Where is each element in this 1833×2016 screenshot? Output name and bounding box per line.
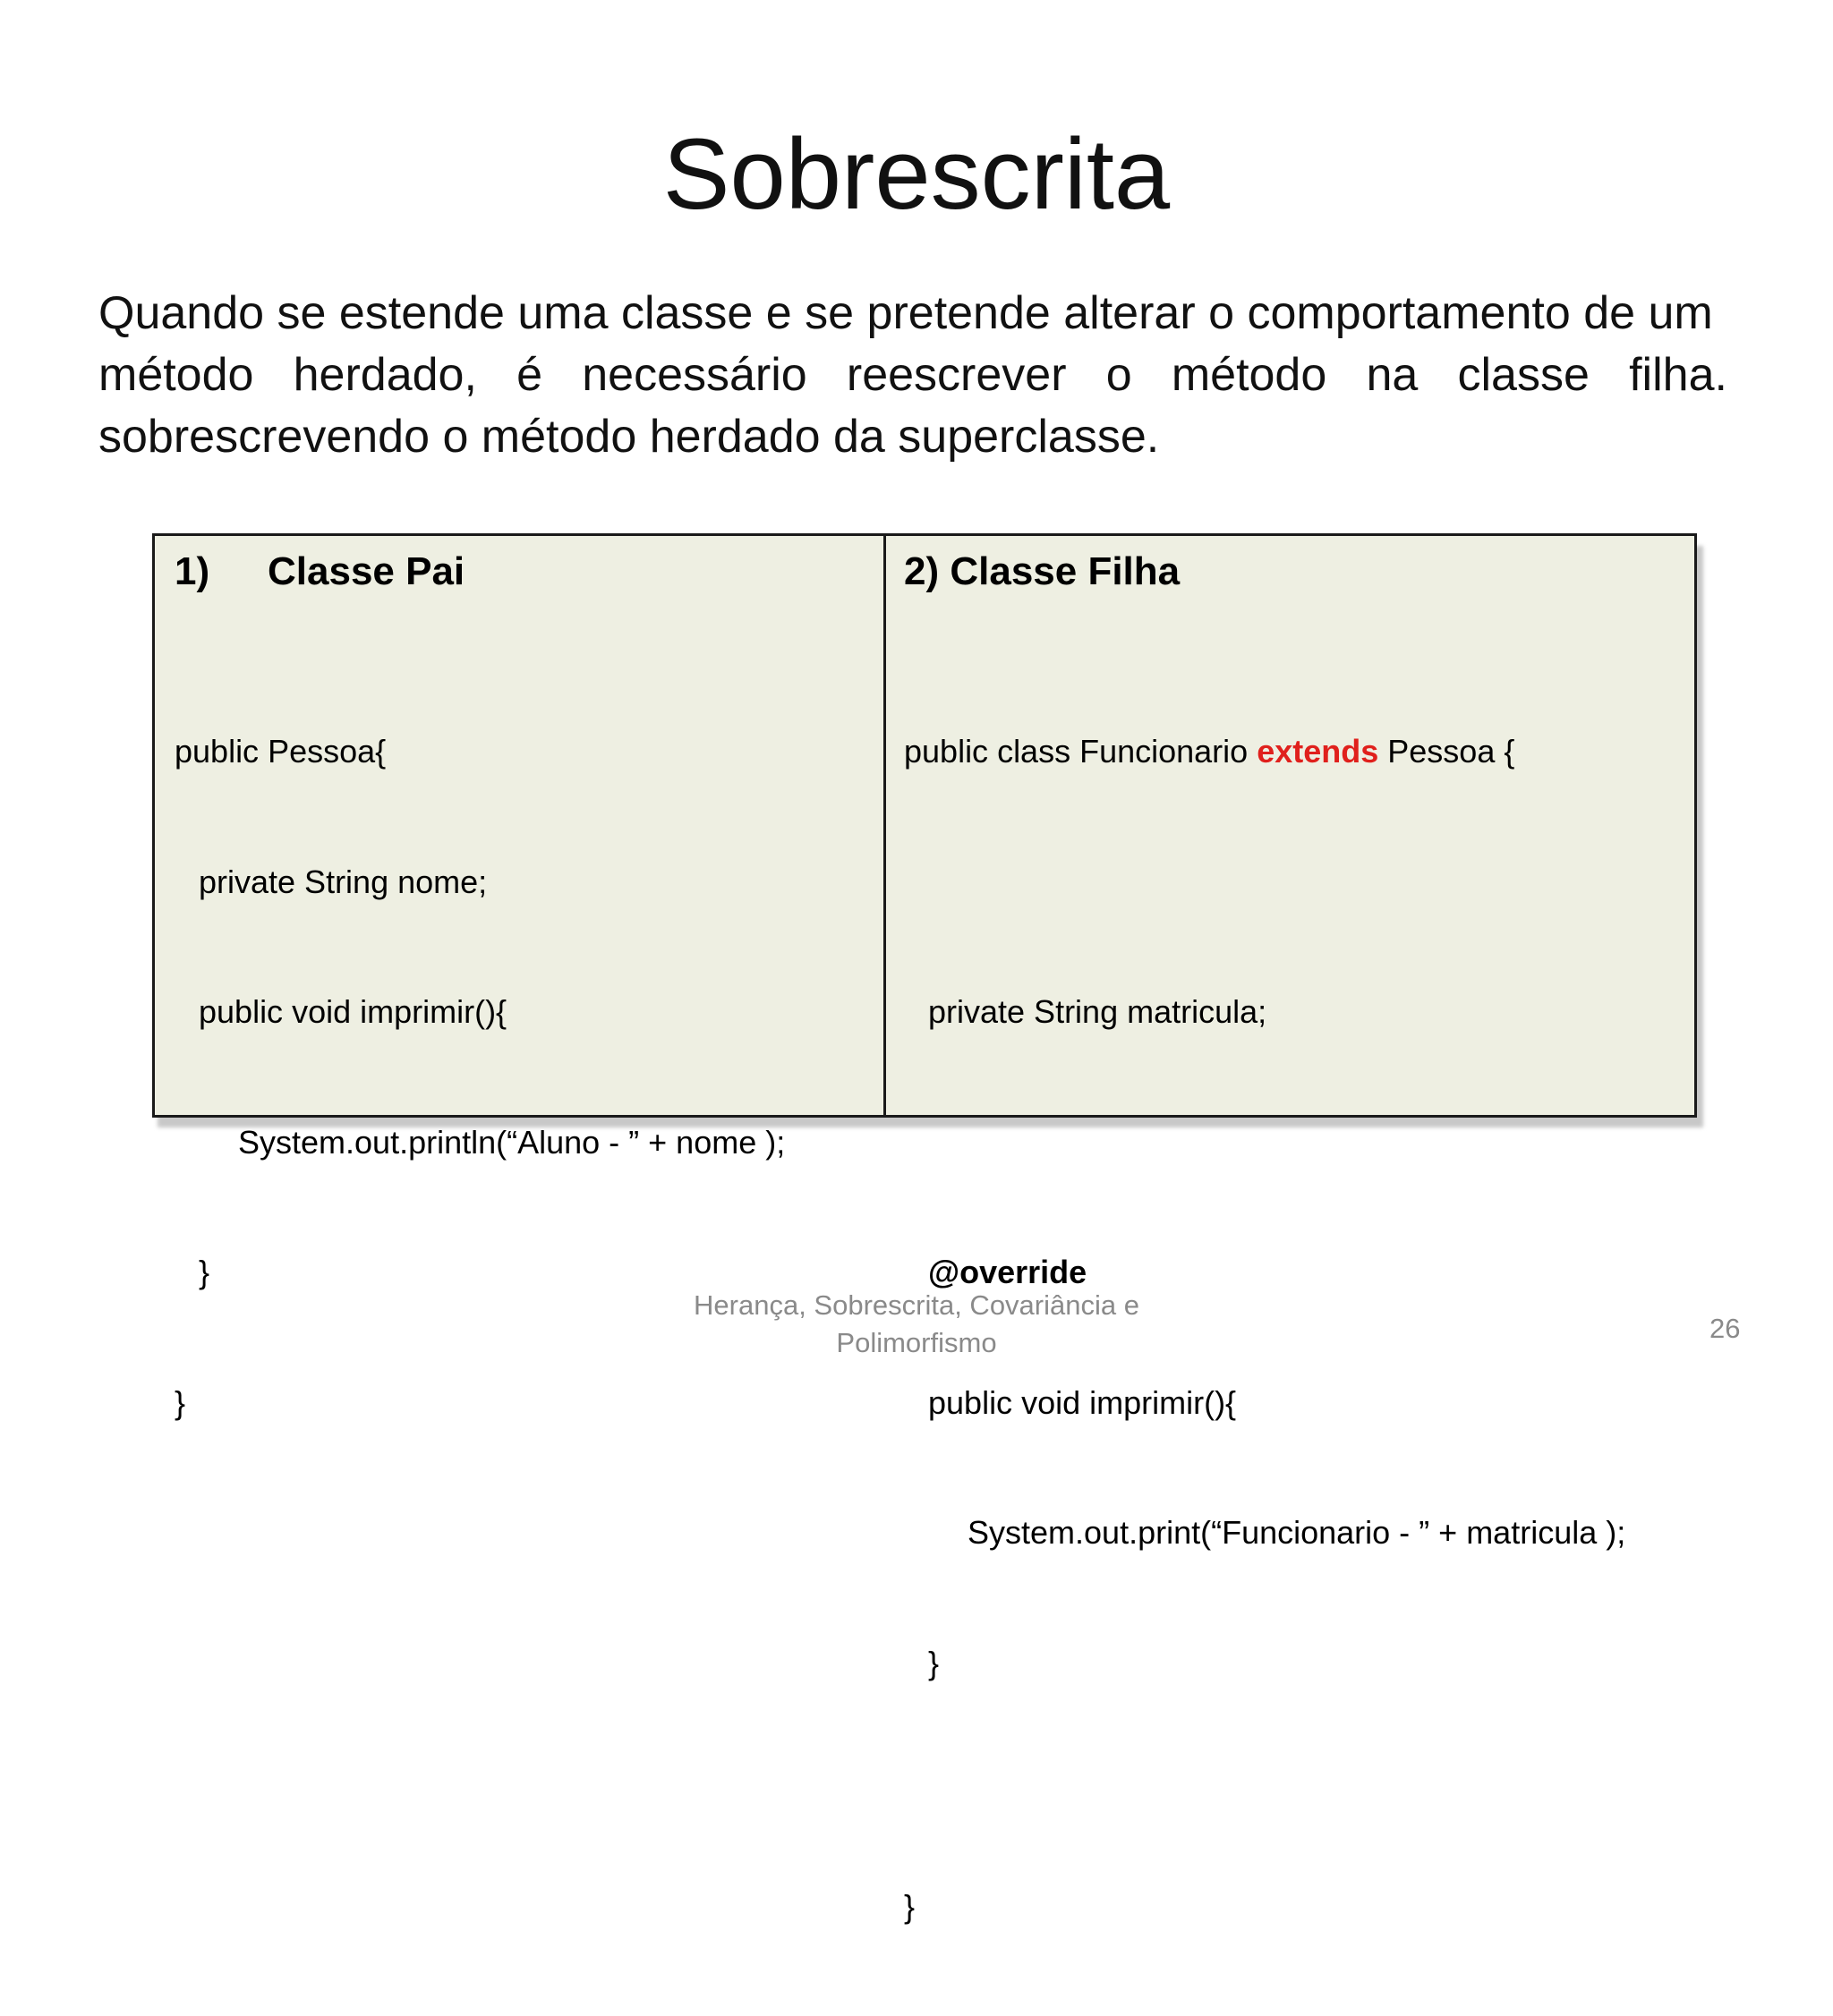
footer-line-1: Herança, Sobrescrita, Covariância e — [694, 1289, 1139, 1321]
slide-title: Sobrescrita — [662, 118, 1171, 230]
code-line: System.out.println(“Aluno - ” + nome ); — [238, 1123, 786, 1161]
code-line: private String nome; — [199, 863, 488, 900]
paragraph-word: necessário — [582, 349, 807, 401]
parent-class-number: 1) — [175, 549, 210, 593]
parent-class-code — [175, 643, 785, 1511]
code-text: public class Funcionario — [904, 733, 1258, 770]
parent-class-heading — [175, 547, 465, 597]
footer-title — [0, 1287, 1833, 1362]
parent-class-cell — [155, 536, 886, 1421]
code-line: System.out.print(“Funcionario - ” + matricula ); — [968, 1514, 1626, 1551]
paragraph-word: método — [98, 349, 254, 401]
paragraph-word: na — [1366, 349, 1419, 401]
paragraph-word: classe — [1457, 349, 1590, 401]
blank-line — [904, 1772, 1625, 1799]
body-paragraph — [98, 283, 1727, 468]
code-line: } — [199, 1254, 210, 1290]
code-line: } — [175, 1383, 186, 1421]
code-text: Pessoa { — [1378, 733, 1515, 770]
child-class-heading: 2) Classe Filha — [904, 549, 1181, 593]
code-line: } — [904, 1888, 916, 1925]
paragraph-word: herdado, — [293, 349, 477, 401]
paragraph-word: reescrever — [846, 349, 1067, 401]
paragraph-word: filha. — [1629, 349, 1727, 401]
class-declaration-line — [904, 730, 1625, 774]
override-annotation: @override — [928, 1254, 1087, 1290]
footer-line-2: Polimorfismo — [836, 1327, 997, 1358]
paragraph-word: o — [1105, 349, 1132, 401]
paragraph-line-1: Quando se estende uma classe e se pretende alterar o comportamento de um — [98, 287, 1713, 339]
code-line: public Pessoa{ — [175, 733, 387, 770]
extends-keyword: extends — [1257, 733, 1379, 770]
code-line: } — [928, 1644, 940, 1681]
paragraph-line-3: sobrescrevendo o método herdado da superclasse. — [98, 411, 1160, 463]
parent-class-title: Classe Pai — [268, 549, 465, 593]
code-line: public void imprimir(){ — [928, 1383, 1237, 1421]
blank-line — [904, 861, 1625, 905]
blank-line — [904, 1121, 1625, 1165]
code-line: private String matricula; — [928, 993, 1267, 1030]
paragraph-word: método — [1171, 349, 1327, 401]
paragraph-word: é — [516, 349, 543, 401]
paragraph-line-2 — [98, 345, 1727, 406]
code-line: public void imprimir(){ — [199, 993, 507, 1030]
page-number: 26 — [1709, 1313, 1741, 1344]
